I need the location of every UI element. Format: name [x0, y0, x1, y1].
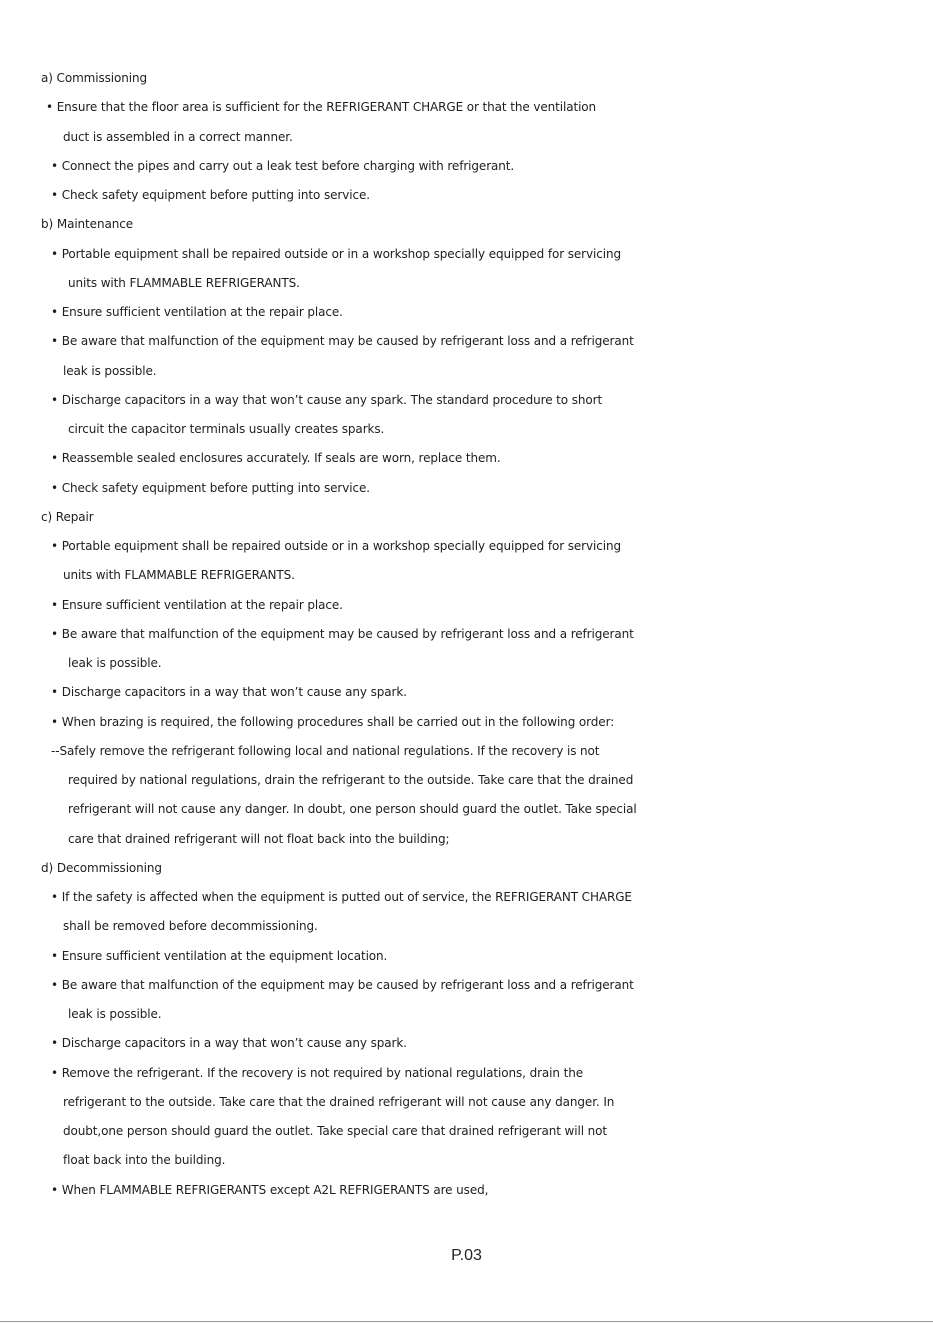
- section-heading: b) Maintenance: [41, 217, 133, 232]
- text-line: units with FLAMMABLE REFRIGERANTS.: [68, 275, 300, 290]
- list-item: • Discharge capacitors in a way that won’t cause any spark. The standard procedure to short: [51, 392, 603, 407]
- list-item: • When FLAMMABLE REFRIGERANTS except A2L REFRIGERANTS are used,: [51, 1182, 489, 1197]
- list-item: • Ensure sufficient ventilation at the equipment location.: [51, 948, 388, 963]
- text-line: refrigerant to the outside. Take care that the drained refrigerant will not cause any danger. In: [63, 1094, 615, 1109]
- list-item: • Portable equipment shall be repaired outside or in a workshop specially equipped for servicing: [51, 539, 622, 553]
- list-item: • Remove the refrigerant. If the recovery is not required by national regulations, drain the: [51, 1065, 584, 1080]
- list-item: • Ensure sufficient ventilation at the repair place.: [51, 305, 343, 319]
- list-item: • Discharge capacitors in a way that won’t cause any spark.: [51, 685, 407, 700]
- list-item: • Be aware that malfunction of the equipment may be caused by refrigerant loss and a refrigerant: [51, 334, 634, 349]
- list-item: • Ensure sufficient ventilation at the repair place.: [51, 597, 343, 612]
- text-line: units with FLAMMABLE REFRIGERANTS.: [63, 568, 295, 583]
- list-item: • Check safety equipment before putting into service.: [51, 480, 370, 495]
- list-item: • Ensure that the floor area is sufficient for the REFRIGERANT CHARGE or that the ventilation: [46, 100, 597, 115]
- document-body: [0, 64, 933, 1205]
- list-item: • Be aware that malfunction of the equipment may be caused by refrigerant loss and a refrigerant: [51, 626, 634, 641]
- list-item: • Portable equipment shall be repaired outside or in a workshop specially equipped for servicing: [51, 246, 622, 261]
- list-item: • Be aware that malfunction of the equipment may be caused by refrigerant loss and a refrigerant: [51, 977, 634, 992]
- list-item: --Safely remove the refrigerant following local and national regulations. If the recovery is not: [51, 743, 600, 758]
- section-heading: d) Decommissioning: [41, 860, 162, 875]
- text-line: doubt,one person should guard the outlet. Take special care that drained refrigerant will not: [63, 1124, 608, 1138]
- list-item: • When brazing is required, the following procedures shall be carried out in the following order:: [51, 714, 615, 729]
- list-item: • Reassemble sealed enclosures accurately. If seals are worn, replace them.: [51, 451, 501, 466]
- list-item: • Discharge capacitors in a way that won’t cause any spark.: [51, 1036, 407, 1051]
- list-item: • Connect the pipes and carry out a leak test before charging with refrigerant.: [51, 158, 515, 173]
- list-item: • Check safety equipment before putting into service.: [51, 188, 370, 202]
- list-item: • If the safety is affected when the equipment is putted out of service, the REFRIGERANT CHARGE: [51, 890, 632, 904]
- text-line: duct is assembled in a correct manner.: [63, 129, 293, 144]
- text-line: leak is possible.: [63, 363, 157, 378]
- page-number: P.03: [451, 1247, 482, 1264]
- text-line: leak is possible.: [68, 1007, 162, 1021]
- text-line: leak is possible.: [68, 656, 162, 670]
- bottom-rule: [0, 1321, 933, 1322]
- text-line: float back into the building.: [63, 1153, 226, 1168]
- text-line: refrigerant will not cause any danger. In doubt, one person should guard the outlet. Take special: [68, 802, 637, 817]
- text-line: shall be removed before decommissioning.: [63, 919, 318, 934]
- text-line: circuit the capacitor terminals usually creates sparks.: [68, 422, 385, 436]
- text-line: required by national regulations, drain the refrigerant to the outside. Take care that the drained: [68, 773, 634, 787]
- section-heading: a) Commissioning: [41, 71, 148, 85]
- section-heading: c) Repair: [41, 509, 94, 524]
- text-line: care that drained refrigerant will not float back into the building;: [68, 831, 450, 846]
